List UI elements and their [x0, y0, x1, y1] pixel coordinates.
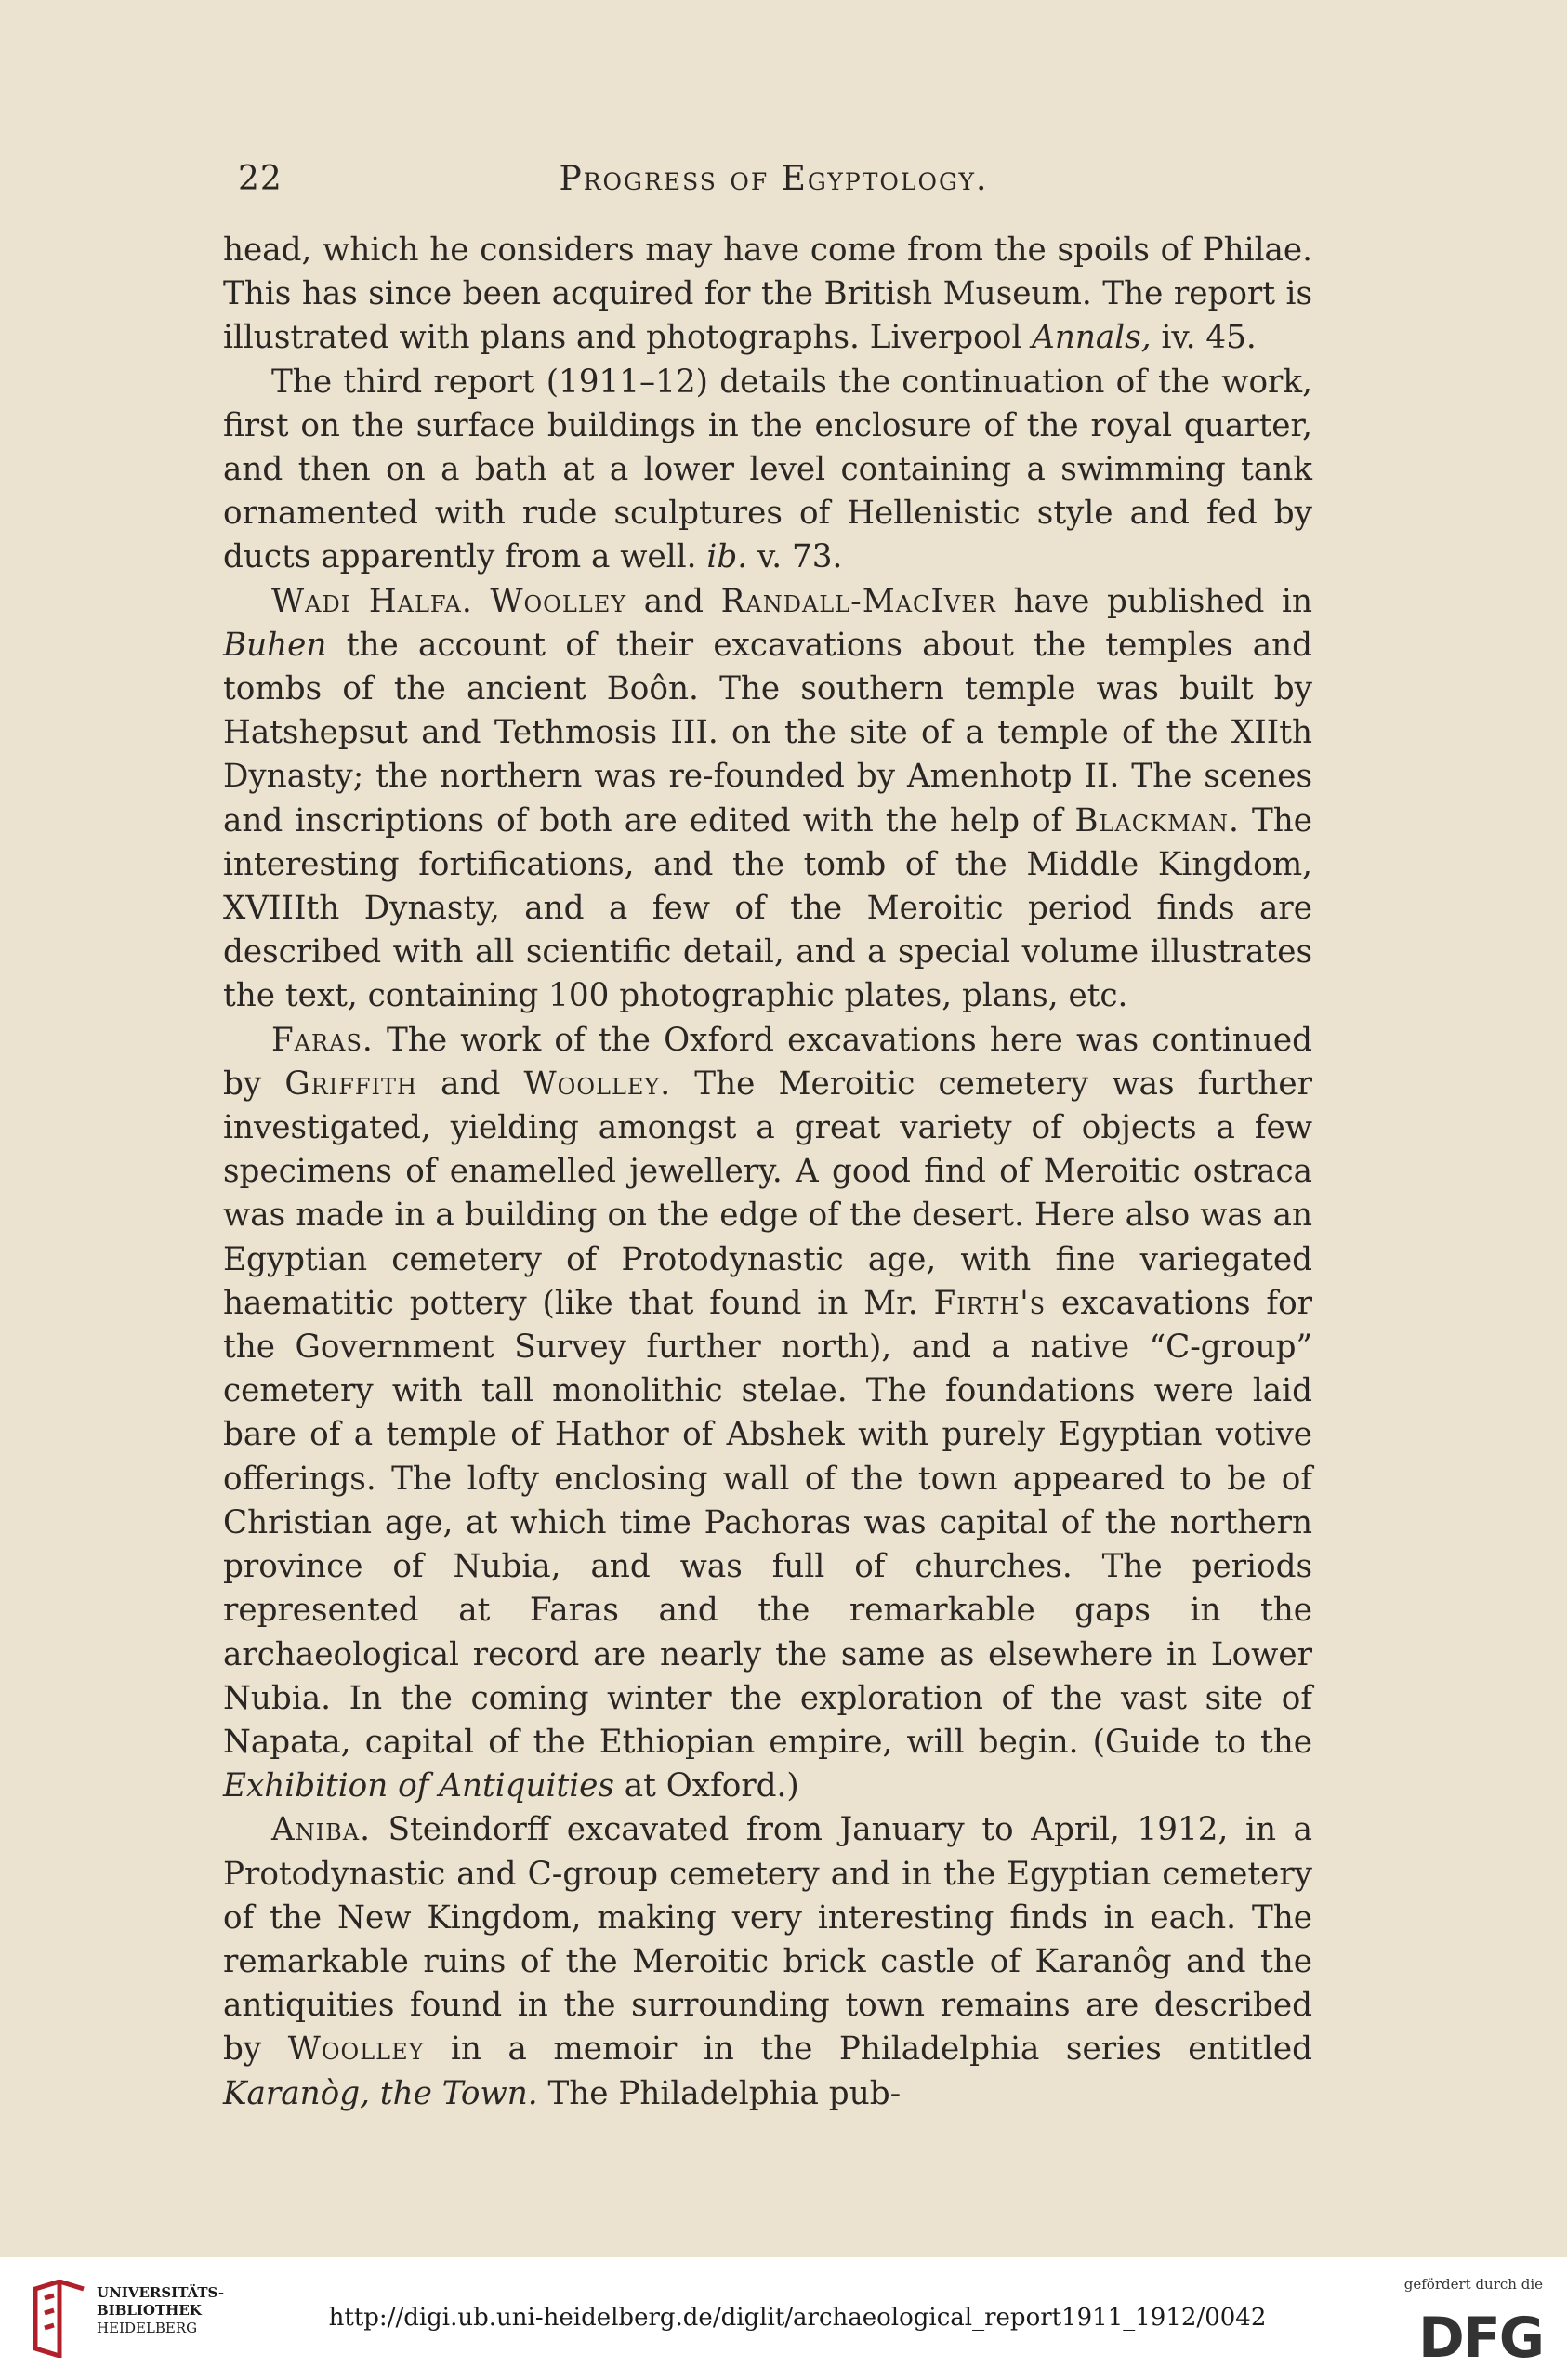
permalink-url[interactable]: http://digi.ub.uni-heidelberg.de/diglit/archaeological_report1911_1912/0042: [328, 2304, 1267, 2332]
funded-by-label: gefördert durch die: [1403, 2276, 1543, 2293]
running-head: [232, 160, 1315, 216]
dfg-logo: DFG: [1417, 2306, 1543, 2371]
paragraph-philae-continuation: head, which he considers may have come from the spoils of Philae. This has since been acquired for the British Museum. The report is illustrated with plans and photographs. Liverpool Annals, iv. 45.: [223, 231, 1312, 357]
page-number: 22: [238, 160, 283, 198]
library-name: UNIVERSITÄTS- BIBLIOTHEK HEIDELBERG: [97, 2284, 225, 2336]
paragraph-wadi-halfa: Wadi Halfa. Woolley and Randall-MacIver have published in Buhen the account of their excavations about the temples and tombs of the ancient Boôn. The southern temple was built by Hatshepsut and Tethmosis III. on the site of a temple of the XIIth Dynasty; the northern was re-founded by Amenhotp II. The scenes and inscriptions of both are edited with the help of Blackman. The interesting fortifications, and the tomb of the Middle Kingdom, XVIIIth Dynasty, and a few of the Meroitic period finds are described with all scientific detail, and a special volume illustrates the text, containing 100 photographic plates, plans, etc.: [223, 582, 1313, 1015]
body-text: [223, 229, 1312, 2116]
paragraph-third-report: The third report (1911–12) details the continuation of the work, first on the surface buildings in the enclosure of the royal quarter, and then on a bath at a lower level containing a swimming tank ornamented with rude sculptures of Hellenistic style and fed by ducts apparently from a well. ib. v. 73.: [223, 363, 1312, 576]
paragraph-aniba: Aniba. Steindorff excavated from January to April, 1912, in a Protodynastic and C-group cemetery and in the Egyptian cemetery of the New Kingdom, making very interesting finds in each. The remarkable ruins of the Meroitic brick castle of Karanôg and the antiquities found in the surrounding town remains are described by Woolley in a memoir in the Philadelphia series entitled Karanòg, the Town. The Philadelphia pub-: [223, 1811, 1312, 2112]
paragraph-faras: Faras. The work of the Oxford excavations here was continued by Griffith and Woolley. The Meroitic cemetery was further investigated, yielding amongst a great variety of objects a few specimens of enamelled jewellery. A good find of Meroitic ostraca was made in a building on the edge of the desert. Here also was an Egyptian cemetery of Protodynastic age, with fine variegated haematitic pottery (like that found in Mr. Firth's excavations for the Government Survey further north), and a native “C-group” cemetery with tall monolithic stelae. The foundations were laid bare of a temple of Hathor of Abshek with purely Egyptian votive offerings. The lofty enclosing wall of the town appeared to be of Christian age, at which time Pachoras was capital of the northern province of Nubia, and was full of churches. The periods represented at Faras and the remarkable gaps in the archaeological record are nearly the same as elsewhere in Lower Nubia. In the coming winter the exploration of the vast site of Napata, capital of the Ethiopian empire, will begin. (Guide to the Exhibition of Antiquities at Oxford.): [223, 1021, 1312, 1805]
running-title: Progress of Egyptology.: [559, 160, 989, 198]
